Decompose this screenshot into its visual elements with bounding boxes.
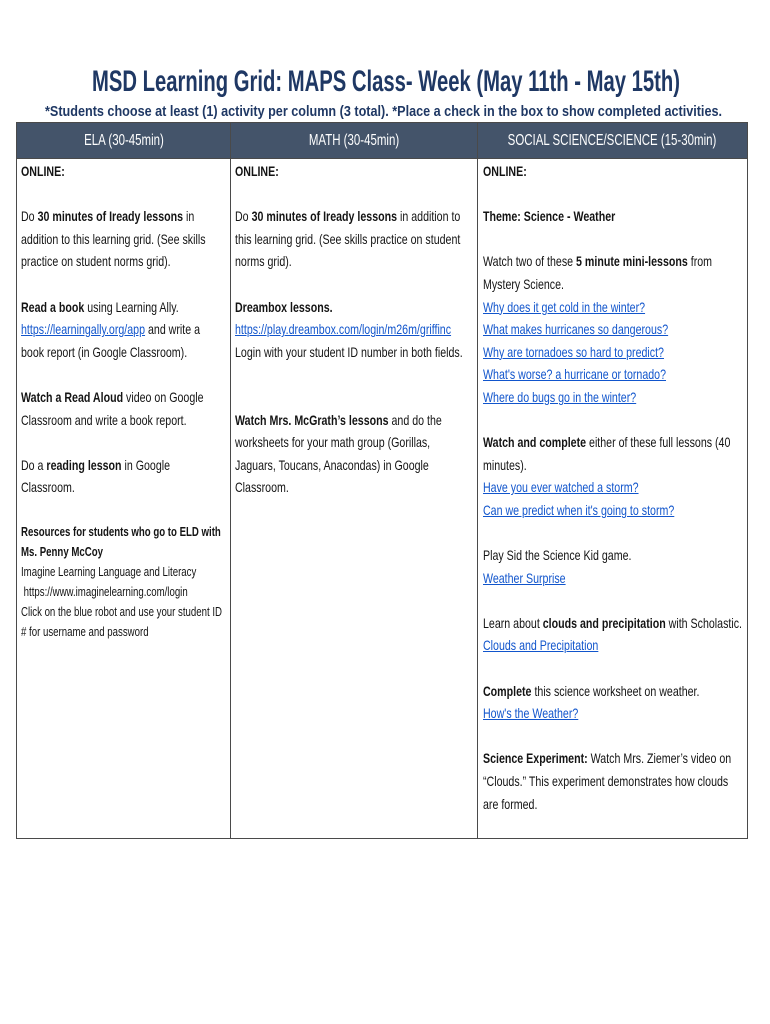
eld-text-line: Click on the blue robot and use your student ID	[21, 604, 223, 619]
paragraph-spacer	[21, 183, 226, 206]
text-segment: this science worksheet on weather.	[531, 682, 700, 699]
full-lessons-emphasis: Watch and complete	[483, 434, 587, 451]
text-line: minutes).	[483, 456, 527, 473]
eld-url-text: https://www.imaginelearning.com/login	[21, 584, 188, 599]
paragraph-spacer	[235, 363, 475, 386]
paragraph-spacer	[235, 273, 475, 296]
experiment-activity	[483, 747, 745, 815]
ela-column-content	[21, 160, 226, 642]
column-header-ela	[17, 123, 230, 158]
dreambox-login-link[interactable]: https://play.dreambox.com/login/m26m/griffinc	[235, 321, 452, 338]
mini-lessons-emphasis: 5 minute mini-lessons	[576, 253, 688, 270]
text-segment: Watch two of these	[483, 253, 577, 270]
ela-reading-lesson-activity	[21, 454, 226, 499]
text-line: addition to this learning grid. (See skills	[21, 230, 206, 247]
mini-lesson-link[interactable]: Where do bugs go in the winter?	[483, 388, 637, 405]
text-segment: and write a	[145, 321, 201, 338]
text-line	[483, 747, 745, 770]
text-line: Jaguars, Toucans, Anacondas) in Google	[235, 456, 429, 473]
text-line: worksheets for your math group (Gorillas,	[235, 434, 431, 451]
text-line	[483, 612, 745, 635]
text-line: norms grid).	[235, 253, 292, 270]
iready-emphasis: 30 minutes of Iready lessons	[37, 208, 184, 225]
mini-lesson-link[interactable]: Why are tornadoes so hard to predict?	[483, 343, 664, 360]
mcgrath-lessons-activity	[235, 409, 475, 499]
mini-lesson-link[interactable]: What makes hurricanes so dangerous?	[483, 321, 669, 338]
table-header-row	[17, 123, 747, 159]
link-line	[483, 363, 745, 386]
text-segment: from	[687, 253, 713, 270]
reading-lesson-emphasis: reading lesson	[46, 456, 122, 473]
paragraph-spacer	[483, 657, 745, 680]
text-line: Classroom.	[21, 479, 75, 496]
hows-the-weather-link[interactable]: How's the Weather?	[483, 705, 579, 722]
link-line	[483, 476, 745, 499]
text-segment: Do a	[21, 456, 47, 473]
eld-heading-line: Resources for students who go to ELD with	[21, 524, 221, 539]
full-lesson-link[interactable]: Can we predict when it's going to storm?	[483, 501, 675, 518]
math-column-content	[235, 160, 475, 499]
full-lesson-link[interactable]: Have you ever watched a storm?	[483, 479, 639, 496]
column-header-label: ELA (30-45min)	[83, 131, 164, 149]
text-line	[21, 205, 226, 228]
clouds-precipitation-link[interactable]: Clouds and Precipitation	[483, 637, 599, 654]
heading-area	[0, 0, 770, 122]
paragraph-spacer	[21, 363, 226, 386]
text-line	[21, 454, 226, 477]
text-line: Mystery Science.	[483, 275, 565, 292]
text-line	[483, 680, 745, 703]
paragraph-spacer	[21, 431, 226, 454]
science-column-content	[483, 160, 745, 815]
text-line	[21, 296, 226, 319]
ela-iready-activity	[21, 205, 226, 273]
text-line	[21, 318, 226, 341]
text-line	[21, 386, 226, 409]
text-segment: in Google	[121, 456, 171, 473]
experiment-emphasis: Science Experiment:	[483, 750, 588, 767]
column-divider	[230, 123, 231, 838]
column-header-science	[477, 123, 747, 158]
dreambox-title: Dreambox lessons.	[235, 298, 333, 315]
read-book-emphasis: Read a book	[21, 298, 85, 315]
iready-emphasis: 30 minutes of Iready lessons	[251, 208, 398, 225]
clouds-emphasis: clouds and precipitation	[542, 614, 666, 631]
text-line	[235, 318, 475, 341]
full-lessons-activity	[483, 431, 745, 521]
weather-surprise-link[interactable]: Weather Surprise	[483, 569, 566, 586]
page-title: MSD Learning Grid: MAPS Class- Week (May 11th - May 15th)	[92, 65, 680, 98]
math-iready-activity	[235, 205, 475, 273]
link-line	[483, 341, 745, 364]
text-line: Classroom.	[235, 479, 289, 496]
learning-grid-table	[16, 122, 748, 839]
text-line	[483, 250, 745, 273]
text-line: this learning grid. (See skills practice on student	[235, 230, 461, 247]
mini-lesson-link[interactable]: What's worse? a hurricane or tornado?	[483, 366, 667, 383]
text-line: are formed.	[483, 795, 538, 812]
eld-text-line: Imagine Learning Language and Literacy	[21, 564, 197, 579]
science-theme: Theme: Science - Weather	[483, 208, 616, 225]
read-aloud-emphasis: Watch a Read Aloud	[21, 388, 124, 405]
eld-text-line: # for username and password	[21, 624, 149, 639]
dreambox-activity	[235, 296, 475, 364]
link-line	[483, 296, 745, 319]
text-line: practice on student norms grid).	[21, 253, 171, 270]
paragraph-spacer	[21, 273, 226, 296]
text-segment: Learn about	[483, 614, 543, 631]
text-segment: Do	[21, 208, 38, 225]
text-line	[483, 431, 745, 454]
paragraph-spacer	[235, 386, 475, 409]
mcgrath-emphasis: Watch Mrs. McGrath’s lessons	[235, 411, 389, 428]
paragraph-spacer	[21, 499, 226, 522]
column-divider	[477, 123, 478, 838]
mini-lesson-link[interactable]: Why does it get cold in the winter?	[483, 298, 646, 315]
text-segment: in addition to	[397, 208, 461, 225]
text-line	[235, 409, 475, 432]
paragraph-spacer	[483, 409, 745, 432]
instructions-text: *Students choose at least (1) activity per column (3 total). *Place a check in the box to show completed activities.	[45, 103, 722, 120]
dreambox-note: Login with your student ID number in both fields.	[235, 343, 463, 360]
eld-resources	[21, 522, 226, 642]
paragraph-spacer	[483, 589, 745, 612]
paragraph-spacer	[483, 183, 745, 206]
text-segment: Do	[235, 208, 252, 225]
link-line	[483, 702, 745, 725]
text-line	[235, 205, 475, 228]
learning-ally-link[interactable]: https://learningally.org/app	[21, 321, 146, 338]
text-line: Play Sid the Science Kid game.	[483, 547, 632, 564]
link-line	[483, 318, 745, 341]
ela-read-aloud-activity	[21, 386, 226, 431]
link-line	[483, 499, 745, 522]
paragraph-spacer	[483, 522, 745, 545]
worksheet-emphasis: Complete	[483, 682, 532, 699]
link-line	[483, 567, 745, 590]
text-segment: and do the	[388, 411, 442, 428]
clouds-activity	[483, 612, 745, 657]
paragraph-spacer	[483, 228, 745, 251]
column-header-math	[230, 123, 477, 158]
text-segment: Watch Mrs. Ziemer’s video on	[587, 750, 732, 767]
text-segment: video on Google	[123, 388, 204, 405]
text-segment: with Scholastic.	[665, 614, 743, 631]
sid-game-activity	[483, 544, 745, 589]
text-segment: using Learning Ally.	[84, 298, 179, 315]
text-segment: in	[183, 208, 195, 225]
science-online-label: ONLINE:	[483, 163, 527, 179]
link-line	[483, 386, 745, 409]
ela-read-book-activity	[21, 296, 226, 364]
text-line: Classroom and write a book report.	[21, 411, 187, 428]
column-header-label: MATH (30-45min)	[308, 131, 399, 149]
link-line	[483, 634, 745, 657]
eld-heading-line: Ms. Penny McCoy	[21, 544, 103, 559]
text-line: “Clouds.” This experiment demonstrates how clouds	[483, 773, 729, 790]
text-segment: either of these full lessons (40	[586, 434, 731, 451]
paragraph-spacer	[483, 725, 745, 748]
worksheet-activity	[483, 680, 745, 725]
column-header-label: SOCIAL SCIENCE/SCIENCE (15-30min)	[507, 131, 717, 149]
math-online-label: ONLINE:	[235, 163, 279, 179]
mini-lessons-activity	[483, 250, 745, 408]
ela-online-label: ONLINE:	[21, 163, 65, 179]
text-line: book report (in Google Classroom).	[21, 343, 188, 360]
paragraph-spacer	[235, 183, 475, 206]
